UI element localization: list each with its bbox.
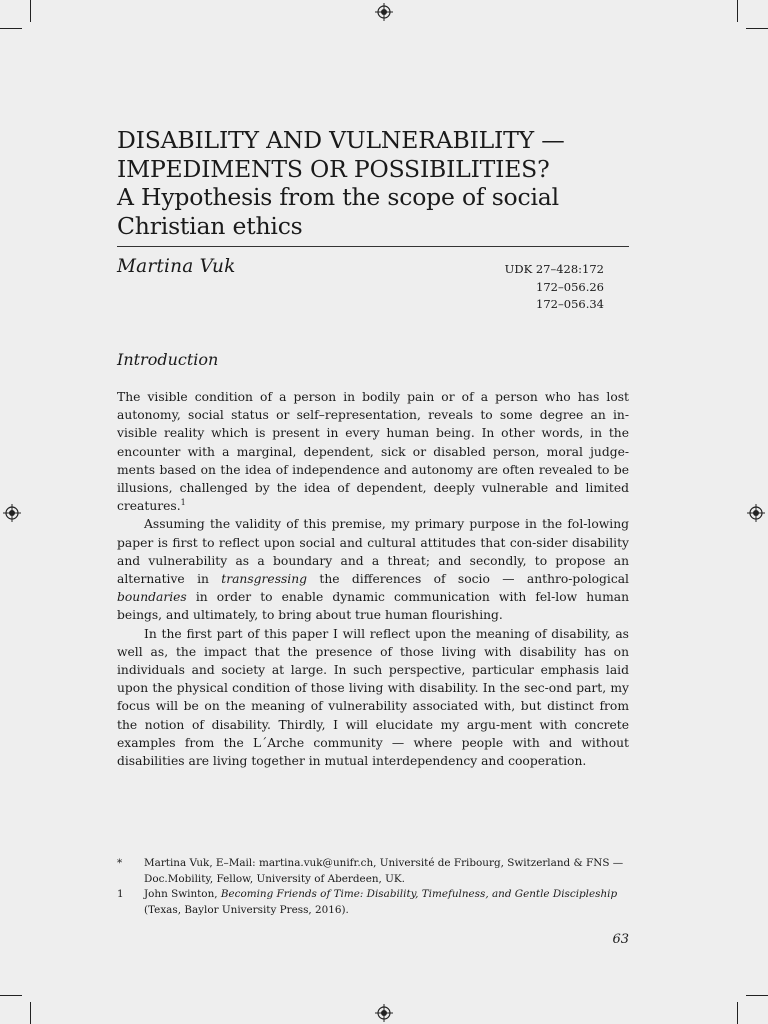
udk-code: 172–056.34 (536, 297, 604, 311)
author-name: Martina Vuk (117, 256, 236, 277)
title-divider (117, 246, 629, 247)
registration-mark-icon (375, 1004, 393, 1022)
page-title (117, 126, 637, 240)
crop-mark (0, 28, 22, 29)
paragraph-text: the differences of socio — anthro-pological (307, 572, 629, 587)
registration-mark-icon (747, 504, 765, 522)
crop-mark (30, 1002, 31, 1024)
emphasis: boundaries (117, 590, 187, 605)
footnotes (117, 856, 629, 918)
crop-mark (737, 0, 738, 22)
registration-mark-icon (3, 504, 21, 522)
udk-code: 172–056.26 (536, 279, 604, 294)
paragraph-text: Assuming the validity of this premise, my primary purpose in the fol-lowing paper is first to reflect upon social and cultural attitudes that con-sider disability and vulnerability as a boundary and a threat; and secondly, to propose an alternative in (117, 517, 629, 587)
subtitle-line: A Hypothesis from the scope of social (117, 183, 559, 211)
footnote-author: John Swinton, (144, 888, 221, 900)
paragraph-text: in order to enable dynamic communication with fel-low human beings, and ultimately, to bring about true human flourishing. (117, 590, 629, 623)
footnote-text: Martina Vuk, E–Mail: martina.vuk@unifr.ch, Université de Fribourg, Switzerland & FNS — Doc.Mobility, Fellow, University of Aberdeen, UK. (144, 857, 624, 885)
footnote-publisher: (Texas, Baylor University Press, 2016). (144, 903, 349, 916)
footnote-text (144, 887, 629, 918)
page-number: 63 (612, 932, 629, 947)
udk-code: UDK 27–428:172 (504, 262, 604, 276)
paragraph (117, 515, 629, 624)
footnote (117, 887, 629, 918)
crop-mark (746, 28, 768, 29)
paragraph-text: The visible condition of a person in bodily pain or of a person who has lost autonomy, social status or self–representation, reveals to some degree an in-visible reality which is present in every human being. In other words, in the encounter with a marginal, dependent, sick or disabled person, moral judge-ments based on the idea of independence and autonomy are often revealed to be illusions, challenged by the idea of dependent, deeply vulnerable and limited creatures. (117, 390, 629, 514)
footnote-reference[interactable]: 1 (180, 498, 186, 508)
subtitle-line: Christian ethics (117, 211, 303, 240)
footnote-marker: 1 (117, 888, 124, 900)
crop-mark (746, 995, 768, 996)
crop-mark (737, 1002, 738, 1024)
title-line: IMPEDIMENTS OR POSSIBILITIES? (117, 154, 550, 183)
crop-mark (0, 995, 22, 996)
paragraph (117, 388, 629, 515)
book-title: Becoming Friends of Time: Disability, Timefulness, and Gentle Discipleship (220, 888, 618, 900)
title-line: DISABILITY AND VULNERABILITY — (117, 126, 565, 154)
section-heading: Introduction (117, 350, 219, 369)
footnote-marker: * (117, 857, 123, 869)
crop-mark (30, 0, 31, 22)
registration-mark-icon (375, 3, 393, 21)
emphasis: transgressing (221, 572, 308, 587)
body-text (117, 388, 629, 770)
footnote (117, 856, 629, 887)
paragraph: In the first part of this paper I will reflect upon the meaning of disability, as well as, the impact that the presence of those living with disability has on individuals and society at large. In such perspective, particular emphasis laid upon the physical condition of those living with disability. In the sec-ond part, my focus will be on the meaning of vulnerability associated with, but distinct from the notion of disability. Thirdly, I will elucidate my argu-ment with concrete examples from the L´Arche community — where people with and without disabilities are living together in mutual interdependency and cooperation. (117, 626, 629, 769)
udk-classification (470, 261, 604, 314)
